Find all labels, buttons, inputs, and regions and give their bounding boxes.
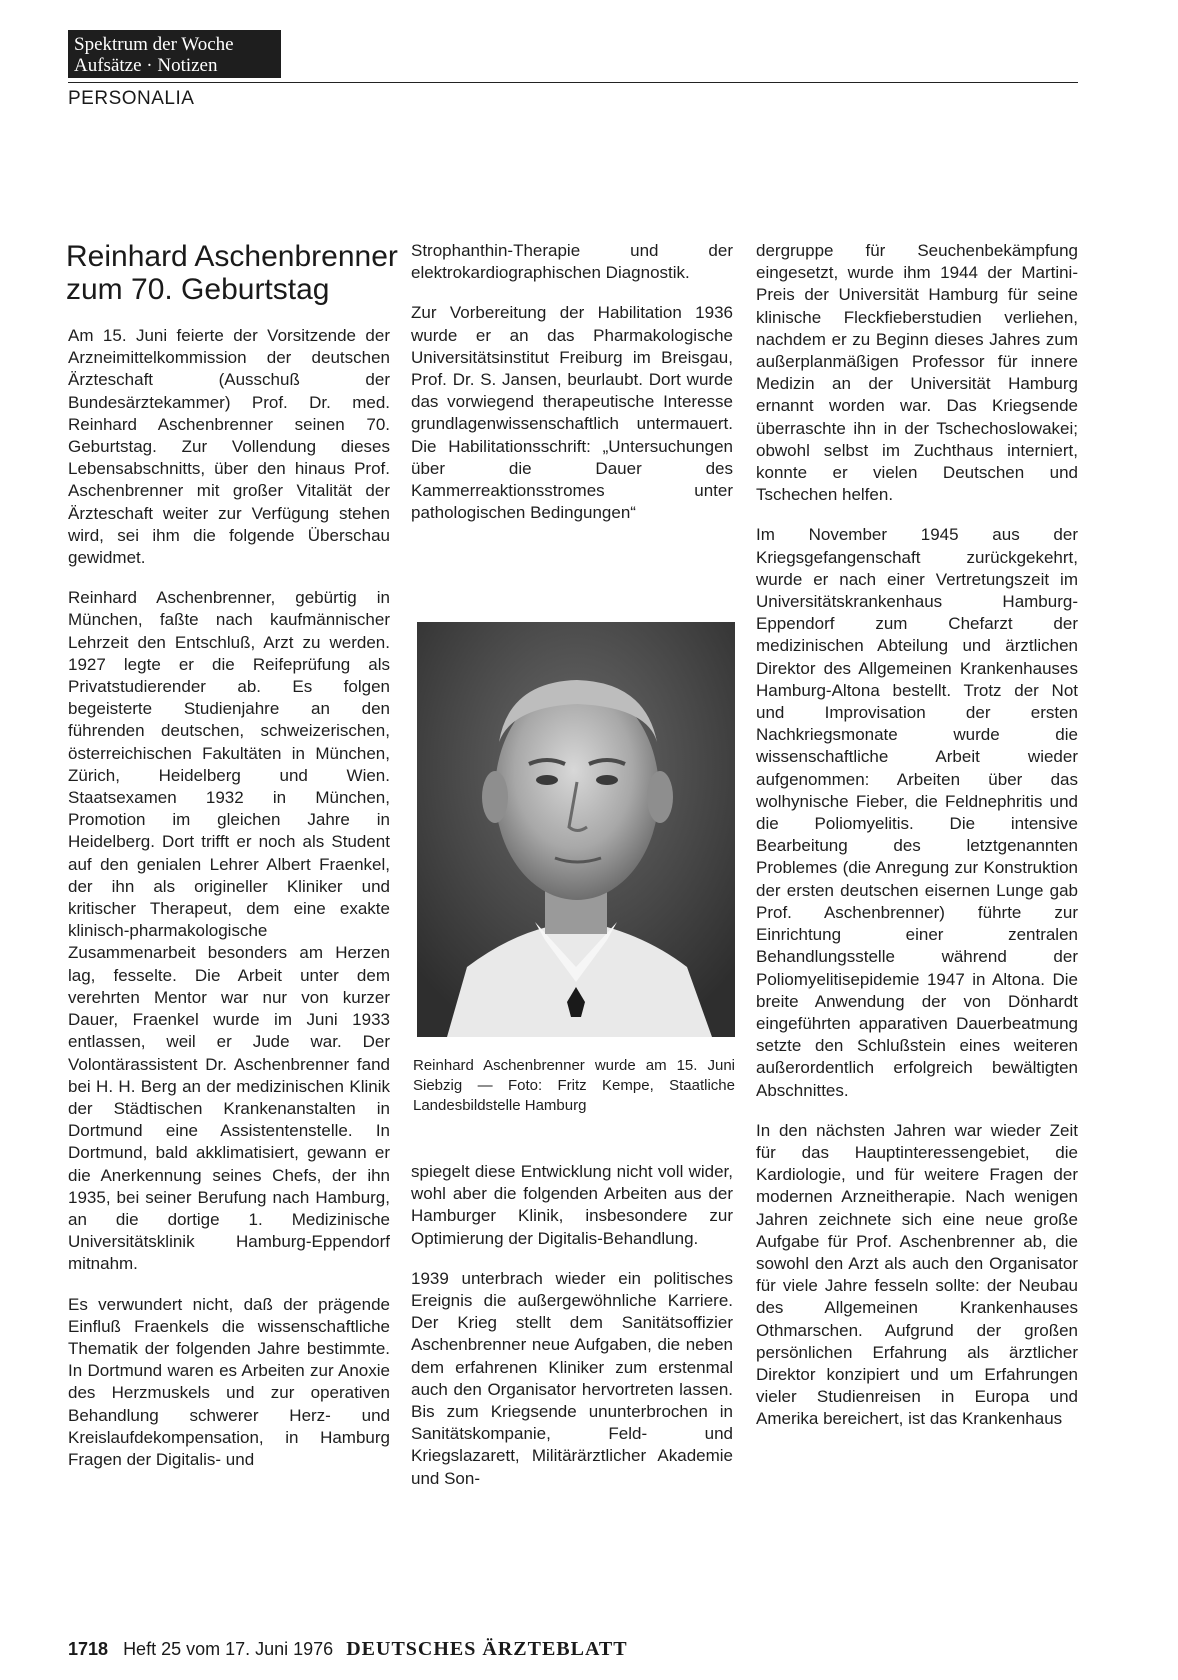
paragraph: Strophanthin-Therapie und der elektrokardiographischen Diagnostik. (411, 241, 733, 283)
column-3 (756, 240, 1078, 1449)
paragraph: 1939 unterbrach wieder ein politisches Ereignis die außergewöhnliche Karriere. Der Krieg stellt dem Sanitätsoffizier Aschenbrenner neue Aufgaben, die neben dem erfahrenen Kliniker zum erstenmal auch den Organisator hervortreten lassen. Bis zum Kriegsende ununterbrochen in Sanitätskompanie, Feld- und Kriegslazarett, Militärärztlicher Akademie und Son- (411, 1268, 733, 1488)
section-label (68, 30, 281, 78)
article-title (66, 240, 426, 306)
page-footer (68, 1638, 708, 1661)
portrait-illustration (417, 622, 735, 1037)
paragraph: dergruppe für Seuchenbekämpfung eingesetzt, wurde ihm 1944 der Martini-Preis der Universität Hamburg für seine klinische Fleckfieberstudien verliehen, nachdem er zu Beginn dieses Jahres zum außerplanmäßigen Professor für innere Medizin an der Universität Hamburg ernannt worden war. Das Kriegsende überraschte ihn in der Tschechoslowakei; obwohl selbst im Zuchthaus interniert, konnte er vielen Deutschen und Tschechen helfen. (756, 241, 1078, 505)
article-title-line1: Reinhard Aschenbrenner (66, 240, 398, 273)
page-number: 1718 (68, 1639, 109, 1659)
column-2-bottom (411, 1161, 733, 1508)
photo-caption: Reinhard Aschenbrenner wurde am 15. Juni Siebzig — Foto: Fritz Kempe, Staatliche Landesbildstelle Hamburg (413, 1057, 735, 1114)
paragraph: spiegelt diese Entwicklung nicht voll wider, wohl aber die folgenden Arbeiten aus der Hamburger Klinik, insbesondere zur Optimierung der Digitalis-Behandlung. (411, 1162, 733, 1248)
paragraph: Zur Vorbereitung der Habilitation 1936 wurde er an das Pharmakologische Universitätsinstitut Freiburg im Breisgau, Prof. Dr. S. Jansen, beurlaubt. Dort wurde das vorwiegend therapeutische Interesse grundlagenwissenschaftlich untermauert. Die Habilitationsschrift: „Untersuchungen über die Dauer des Kammerreaktionsstromes unter pathologischen Bedingungen“ (411, 303, 733, 523)
column-2-top (411, 240, 733, 542)
paragraph: Reinhard Aschenbrenner, gebürtig in München, faßte nach kaufmännischer Lehrzeit den Entschluß, Arzt zu werden. 1927 legte er die Reifeprüfung als Privatstudierender ab. Es folgen begeisterte Studienjahre an den führenden deutschen, schweizerischen, österreichischen Fakultäten in München, Zürich, Heidelberg und Wien. Staatsexamen 1932 in München, Promotion im gleichen Jahre in Heidelberg. Dort trifft er noch als Student auf den genialen Lehrer Albert Fraenkel, der ihn als origineller Kliniker und kritischer Therapeut, dem eine exakte klinisch-pharmakologische Zusammenarbeit besonders am Herzen lag, fesselte. Die Arbeit unter dem verehrten Mentor war nur von kurzer Dauer, Fraenkel wurde im Juni 1933 entlassen, weil er Jude war. Der Volontärassistent Dr. Aschenbrenner fand bei H. H. Berg an der medizinischen Klinik der Städtischen Krankenanstalten in Dortmund eine Assistentenstelle. In Dortmund, bald akklimatisiert, gewann er die Anerkennung seines Chefs, der ihn 1935, bei seiner Berufung nach Hamburg, an die dortige 1. Medizinische Universitätsklinik Hamburg-Eppendorf mitnahm. (68, 588, 390, 1274)
rubric: PERSONALIA (68, 88, 195, 109)
paragraph: Es verwundert nicht, daß der prägende Einfluß Fraenkels die wissenschaftliche Thematik der folgenden Jahre bestimmte. In Dortmund waren es Arbeiten zur Anoxie des Herzmuskels und zur operativen Behandlung schwerer Herz- und Kreislaufdekompensation, in Hamburg Fragen der Digitalis- und (68, 1294, 390, 1469)
issue-info: Heft 25 vom 17. Juni 1976 (123, 1639, 334, 1659)
paragraph: Am 15. Juni feierte der Vorsitzende der Arzneimittelkommission der deutschen Ärzteschaft (Ausschuß der Bundesärztekammer) Prof. Dr. med. Reinhard Aschenbrenner seinen 70. Geburtstag. Zur Vollendung dieses Lebensabschnitts, über den hinaus Prof. Aschenbrenner mit großer Vitalität der Ärzteschaft weiter zur Verfügung stehen wird, sei ihm die folgende Überschau gewidmet. (68, 326, 390, 568)
journal-name: DEUTSCHES ÄRZTEBLATT (346, 1638, 628, 1660)
column-1 (68, 325, 390, 1489)
portrait-photo (417, 622, 735, 1037)
article-title-line2: zum 70. Geburtstag (66, 273, 330, 306)
header-rule (68, 82, 1078, 83)
section-label-line1: Spektrum der Woche (74, 34, 234, 55)
paragraph: In den nächsten Jahren war wieder Zeit für das Hauptinteressengebiet, die Kardiologie, und für weitere Fragen der modernen Arzneitherapie. Nach wenigen Jahren zeichnete sich eine neue große Aufgabe für Prof. Aschenbrenner ab, die sowohl den Arzt als auch den Organisator für viele Jahre fesseln sollte: der Neubau des Allgemeinen Krankenhauses Othmarschen. Aufgrund der großen persönlichen Erfahrung als ärztlicher Direktor konzipiert und um Erfahrungen vieler Studienreisen in Europa und Amerika bereichert, ist das Krankenhaus (756, 1120, 1078, 1429)
section-label-line2: Aufsätze · Notizen (74, 55, 218, 76)
paragraph: Im November 1945 aus der Kriegsgefangenschaft zurückgekehrt, wurde er nach einer Vertretungszeit im Universitätskrankenhaus Hamburg-Eppendorf zum Chefarzt der medizinischen Abteilung und ärztlichen Direktor des Allgemeinen Krankenhauses Hamburg-Altona bestellt. Trotz der Not und Improvisation der ersten Nachkriegsmonate wurde die wissenschaftliche Arbeit wieder aufgenommen: Arbeiten über das wolhynische Fieber, die Feldnephritis und die Poliomyelitis. Die intensive Bearbeitung des letztgenannten Problemes (die Anregung zur Konstruktion der ersten deutschen eisernen Lunge gab Prof. Aschenbrenner) führte zur Einrichtung einer zentralen Behandlungsstelle während der Poliomyelitisepidemie 1947 in Altona. Die breite Anwendung der von Dönhardt eingeführten apparativen Dauerbeatmung setzte den Schlußstein eines weiteren außerordentlich erfolgreich bewältigten Abschnittes. (756, 525, 1078, 1100)
